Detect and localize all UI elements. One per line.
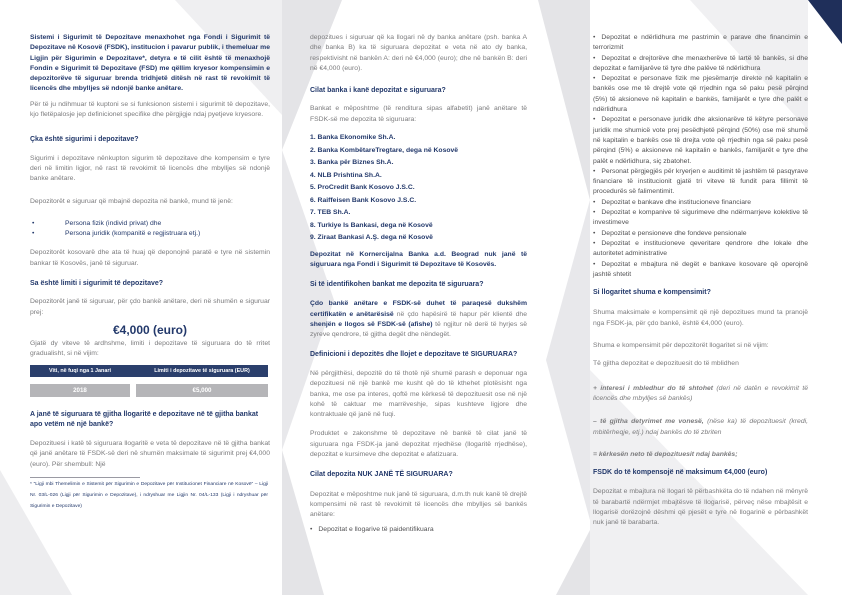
list-item [593,198,808,208]
banks-intro: Bankat e mëposhtme (të renditura sipas alfabetit) janë anëtare të FSDK-së me depozita të siguruara: [310,105,527,123]
list-item [30,219,270,229]
bullet-icon: • [32,230,35,238]
background-shape [546,200,590,520]
all-banks-heading: A janë të siguruara të gjitha llogaritë e depozitave në të gjitha bankat apo vetëm në një bankë? [30,410,259,428]
list-item-text: Depozitat e kompanive të sigurimeve dhe ndërmarrjeve kolektive të investimeve [593,209,808,227]
list-item-text: Depozitat e mbajtura në degët e bankave kosovare që operojnë jashtë shtetit [593,260,808,278]
minus-line-emphasis: – të gjitha detyrimet me vonesë, [593,418,704,426]
background-shape [538,0,590,200]
calc-heading: Si llogaritet shuma e kompensimit? [593,289,711,297]
bullet-icon: • [593,229,596,237]
right-panel [593,33,808,529]
identify-text: në çdo hapësirë të hapur për klientë dhe [393,310,527,318]
depositors-intro: Depozitorët e siguruar që mbajnë depozita në bankë, mund të jenë: [30,197,233,205]
bullet-icon: • [593,260,596,268]
list-item-text: Persona juridik (kompanitë e regjistruara etj.) [65,230,201,238]
list-item-text: Depozitat e ndërlidhura me pastrimin e parave dhe financimin e terrorizmit [593,34,808,52]
limit-table [30,365,268,397]
list-item [593,239,808,260]
table-header [30,365,268,377]
bullet-icon: • [310,525,313,533]
table-header-year: Viti, në fuqi nga 1 Janari [49,367,111,374]
help-paragraph: Për të ju ndihmuar të kuptoni se si funksionon sistemi i sigurimit të depozitave, kjo fletëpalosje jep definicionet specifike dhe përgjigje ndaj pyetjeve kryesore. [30,100,270,119]
minus-line [593,417,808,438]
limit-heading: Sa është limiti i sigurimit të depozitave? [30,280,164,288]
background-shape [556,530,590,595]
list-item-text: Depozitat e llogarive të paidentifikuara [318,525,434,533]
list-item-text: Depozitat e personave fizik me pjesëmarrje direkte në kapitalin e bankës ose me të drejtë vote që rrjedhin nga së paku pesë përqind (5%) të aksioneve në kapitalin e bankës, familjarët e tyre dhe palët e ndërlidhura [593,75,808,114]
limit-paragraph: Depozitorët janë të siguruar, për çdo bankë anëtare, deri në shumën e siguruar prej: [30,298,270,316]
plus-line-note: (deri në datën e revokimit të licencës dhe mbylljes së bankës) [593,384,808,402]
plus-line-emphasis: + interesi i mbledhur do të shtohet [593,384,714,392]
max-heading: FSDK do të kompensojë në maksimum €4,000 (euro) [593,469,768,477]
list-item [593,167,808,198]
foreign-depositors-paragraph: Depozitorët kosovarë dhe ata të huaj që deponojnë paratë e tyre në sistemin bankar të Kosovës, janë të siguruar. [30,249,270,267]
bullet-icon: • [593,167,596,175]
list-item [593,54,808,75]
sum-line: Të gjitha depozitat e depozituesit do të mblidhen [593,360,739,368]
identify-text: të ngjitur në derë të hyrjes së zyreve qendrore, të gjitha degët dhe nëndegët. [310,321,527,339]
not-insured-bank-note: Depozitat në Kornercijalna Banka a.d. Beograd nuk janë të siguruara nga Fondi i Sigurimit të Depozitave të Kosovës. [310,250,527,268]
middle-panel [310,33,527,535]
identify-emphasis: shenjën e llogos së FSDK-së (afishe) [310,321,433,329]
member-banks-list [310,132,527,245]
footnote: * “Ligji mbi Themelimin e Sistemit për Sigurimin e Depozitave për Institucionet Financiare në Kosovë” – Ligji Nr. 03/L-026 (Ligji për Sigurimin e Depozitave), i ndryshuar me Ligjin Nr. 04/L-133 (Ligji i ndryshuar për Sigurimin e Depozitave) [30,482,268,510]
left-panel [30,33,270,512]
minus-line-note: (nëse ka) të depozituesit (kredi, mbitërheqje, etj.) ndaj bankës do të zbriten [593,418,808,436]
list-item: 1. Banka Ekonomike Sh.A. [310,134,396,142]
table-row [30,384,268,397]
list-item: 8. Turkiye Is Bankasi, dega në Kosovë [310,221,433,229]
joint-accounts-paragraph: Depozitat e mbajtura në llogari të përbashkëta do të ndahen në mënyrë të barabartë ndërmjet mbajtësve të llogarisë, përveç nëse mbajtësit e llogarisë dorëzojnë dëshmi që pjesët e tyre në llogarinë e përbashkët nuk janë të barabarta. [593,488,808,527]
list-item [593,33,808,54]
list-item [310,525,527,535]
calc-intro: Shuma e kompensimit për depozitorët llogaritet si në vijim: [593,342,769,350]
list-item-text: Depozitat e bankave dhe institucioneve financiare [601,198,752,206]
banks-heading: Cilat banka i kanë depozitat e siguruara? [310,87,446,95]
limit-amount: €4,000 (euro) [112,322,188,337]
list-item-text: Depozitat e institucioneve qeveritare qendrore dhe lokale dhe autoritetet administrative [593,239,808,258]
list-item [593,74,808,115]
bullet-icon: • [593,198,596,206]
equals-line: = kërkesën neto të depozituesit ndaj bankës; [593,450,738,458]
identify-emphasis: Çdo bankë anëtare e FSDK-së duhet të paraqesë dukshëm certifikatën e anëtarësisë [310,300,527,318]
list-item-text: Depozitat e personave juridik dhe aksionarëve të këtyre personave juridik me shumicë vote prej pesëdhjetë përqind (50%) ose më shumë në kapitalin e bankës ose të drejta vote që rrjedhin nga së paku pesë përqind (5%) e aksioneve në kapitalin e bankës, familjarët e tyre dhe palët e ndërlidhura, siç zbatohet. [593,116,808,165]
products-paragraph: Produktet e zakonshme të depozitave në bankë të cilat janë të siguruara nga FSDK-ja janë depozitat rrjedhëse (llogaritë rrjedhëse), depozitat e kursimeve dhe depozitat e afatizuara. [310,430,527,459]
list-item: 3. Banka për Biznes Sh.A. [310,159,394,167]
list-item [593,229,808,239]
bullet-icon: • [593,34,596,41]
list-item: 6. Raiffeisen Bank Kosovo J.S.C. [310,196,417,204]
not-insured-list [593,33,808,280]
corner-accent [808,0,842,44]
identify-heading: Si të identifikohen bankat me depozita të siguruara? [310,281,484,289]
list-item: 4. NLB Prishtina Sh.A. [310,171,382,179]
what-is-heading: Çka është sigurimi i depozitave? [30,136,139,144]
list-item [593,115,808,166]
bullet-icon: • [593,75,596,83]
intro-paragraph: Sistemi i Sigurimit të Depozitave menaxhohet nga Fondi i Sigurimit të Depozitave në Kosovë (FSDK), institucion i pavarur publik, i themeluar me Ligjin për Sigurimin e Depozitave*, detyra e të cilit është të menaxhojë Fondin e Sigurimit të Depozitave (FSD) me qëllim kryesor kompensimin e depozitorëve të siguruar brenda tridhjetë ditësh në rast të revokimit të licencës dhe mbylljes së ndonjë banke anëtare. [30,34,270,93]
list-item [30,229,270,239]
list-item [593,208,808,229]
list-item: 7. TEB Sh.A. [310,209,351,217]
bullet-icon: • [593,116,596,124]
not-insured-intro: Depozitat e mëposhtme nuk janë të siguruara, d.m.th nuk kanë të drejtë kompensimi në rast të revokimit të licencës dhe mbylljes së bankës anëtare: [310,490,527,519]
bullet-icon: • [593,54,596,62]
table-cell-year: 2018 [30,384,130,397]
depositor-types-list [30,219,270,240]
list-item: 9. Ziraat Bankasi A.Ş. dega në Kosovë [310,234,433,242]
list-item-text: Persona fizik (individ privat) dhe [65,219,162,227]
all-banks-paragraph: Depozituesi i katë të siguruara llogaritë e veta të depozitave në të gjitha bankat që janë anëtare të FSDK-së deri në shumën maksimale të sigurimit prej €4,000 (euro). Për shembull: Një [30,440,270,468]
definition-paragraph: Në përgjithësi, depozitë do të thotë një shumë parash e deponuar nga depozituesi në një bankë me kusht që do të kthehet plotësisht nga banka, me ose pa interes, qoftë me kërkesë të depozituesit ose në një kohë të caktuar me marrëveshje, sipas kushteve ligjore dhe kontraktuale që janë në fuqi. [310,369,527,419]
what-is-paragraph: Sigurimi i depozitave nënkupton sigurim të depozitave dhe kompensim e tyre deri në limitin ligjor, në rast të revokimit të licencës dhe mbylljes së ndonjë banke anëtare. [30,154,270,183]
increase-paragraph: Gjatë dy viteve të ardhshme, limiti i depozitave të siguruara do të rritet gradualisht, si në vijim: [30,339,270,358]
definition-heading: Definicioni i depozitës dhe llojet e depozitave të SIGURUARA? [310,350,518,358]
list-item-text: Personat përgjegjës për kryerjen e auditimit të jashtëm të pasqyrave financiare të institucionit gjatë tri viteve të fundit para fillimit të procedurës së falimentimit. [593,167,808,196]
table-header-limit: Limiti i depozitave të siguruara (EUR) [154,367,250,374]
bullet-icon: • [32,219,35,227]
list-item-text: Depozitat e drejtorëve dhe menaxherëve të lartë të bankës, si dhe depozitat e familjarëve të tyre dhe palëve të ndërlidhura [593,54,808,72]
list-item: 5. ProCredit Bank Kosovo J.S.C. [310,184,415,192]
max-compensation-paragraph: Shuma maksimale e kompensimit që një depozitues mund ta pranojë nga FSDK-ja, për çdo bankë, është €4,000 (euro). [593,309,808,327]
list-item [593,260,808,281]
not-insured-heading: Cilat depozita NUK JANË TË SIGURUARA? [310,471,453,479]
identify-paragraph [310,299,527,340]
table-cell-limit: €5,000 [136,384,268,397]
example-paragraph: depozitues i siguruar që ka llogari në dy banka anëtare (psh. banka A dhe banka B) ka të siguruara depozitat e veta në ato dy banka, respektivisht në bankën A: deri në €4,000 (euro); dhe në bankën B: deri në €4,000 (euro). [310,34,527,72]
bullet-icon: • [593,209,596,217]
list-item: 2. Banka KombëtareTregtare, dega në Kosovë [310,146,459,154]
list-item-text: Depozitat e pensioneve dhe fondeve pensionale [601,229,747,237]
bullet-icon: • [593,239,596,247]
plus-line [593,384,808,405]
